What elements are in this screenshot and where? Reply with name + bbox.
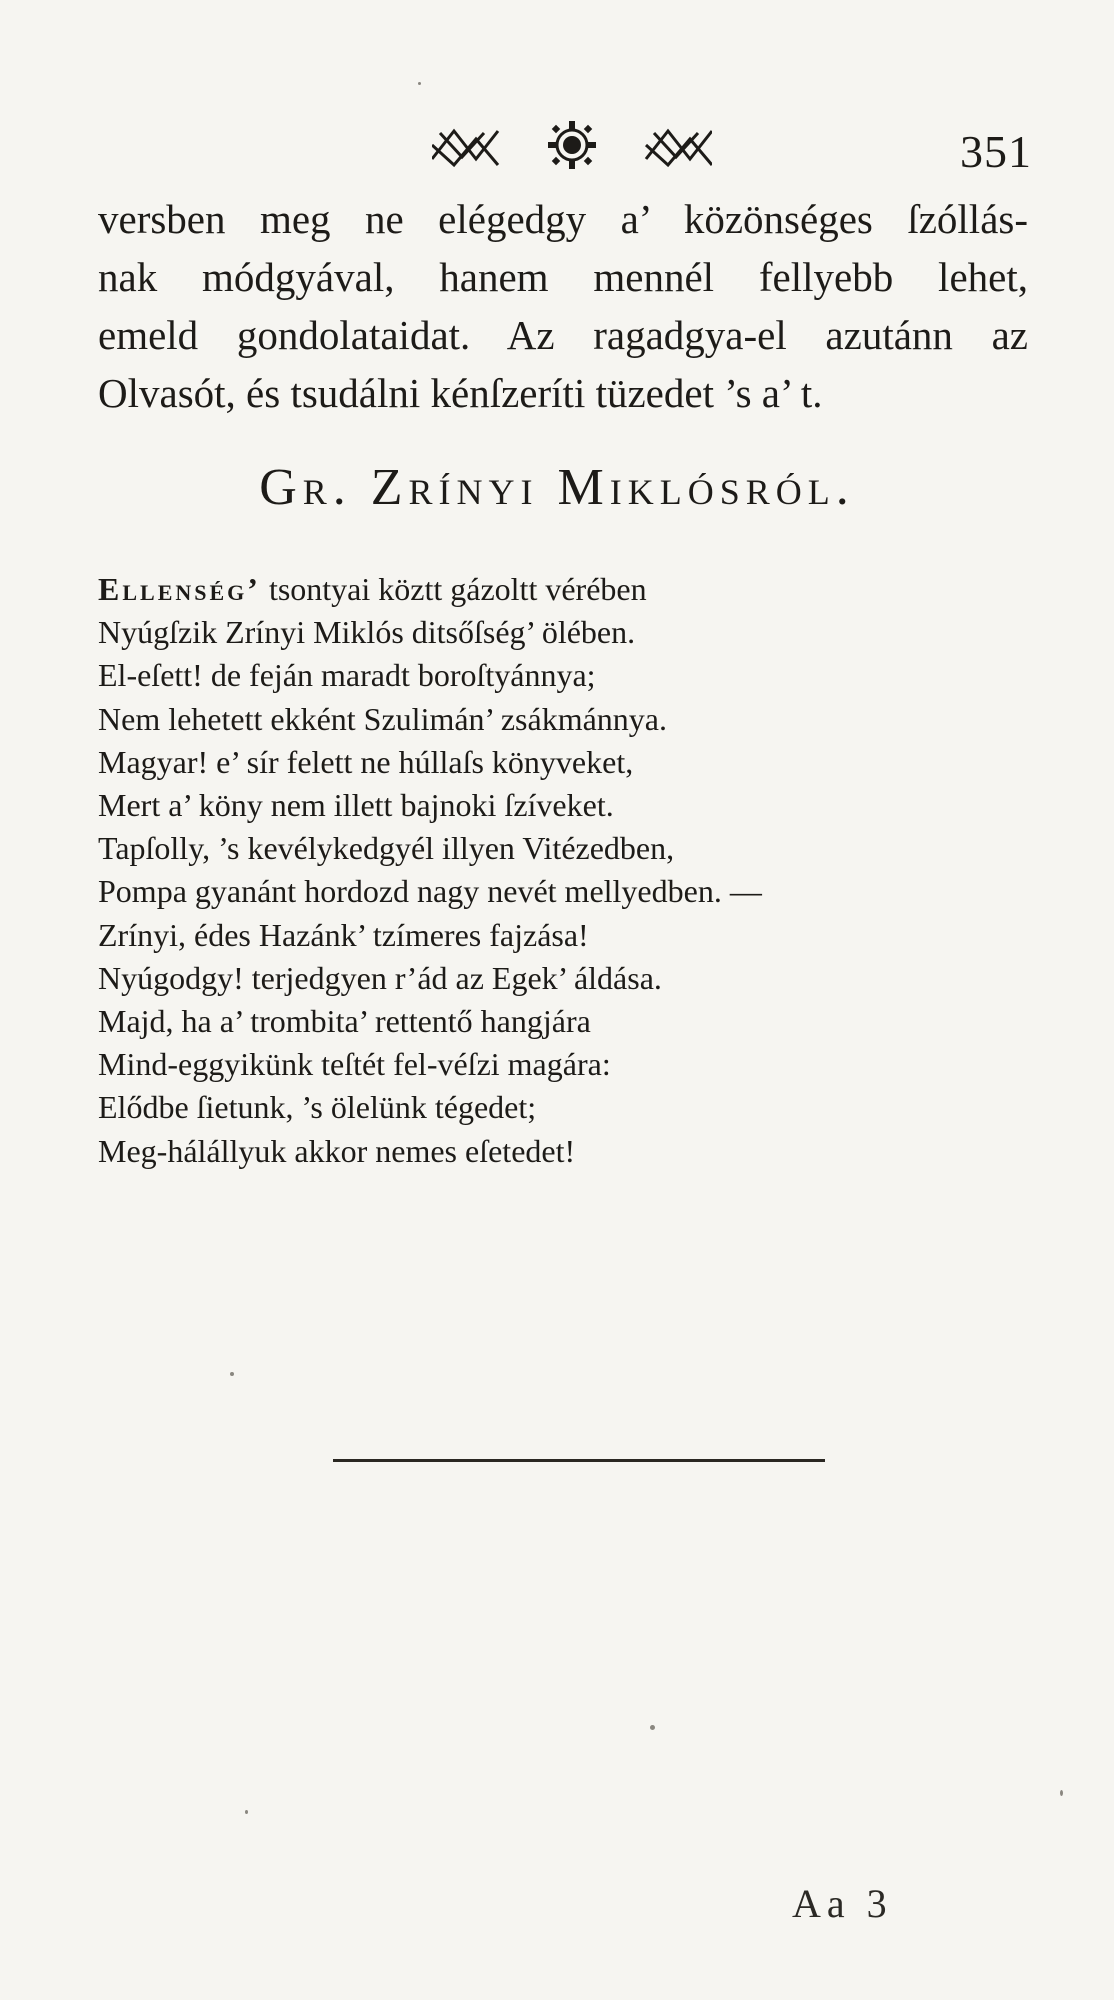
poem-line: Nem lehetett ekként Szulimán’ zsákmánnya. — [98, 700, 667, 737]
prose-line: Olvasót, és tsudálni kénſzeríti tüzedet ’s a’ t. — [98, 370, 823, 416]
poem-line: Nyúgſzik Zrínyi Miklós ditsőſség’ ölében. — [98, 614, 636, 651]
poem-line — [98, 568, 1028, 611]
poem — [98, 568, 1028, 1173]
poem-line: Zrínyi, édes Hazánk’ tzímeres fajzása! — [98, 916, 589, 953]
prose-line: emeld gondolataidat. Az ragadgya-el azutánn az — [98, 312, 1028, 358]
fleuron-ornament-icon — [432, 121, 712, 169]
paper-speck — [418, 82, 421, 85]
paper-speck — [650, 1725, 655, 1730]
prose-line: versben meg ne elégedgy a’ közönséges ſzóllás- — [98, 196, 1028, 242]
poem-line: Majd, ha a’ trombita’ rettentő hangjára — [98, 1003, 591, 1040]
paper-speck — [245, 1810, 248, 1814]
poem-heading: Gr. Zrínyi Miklósról. — [259, 459, 855, 516]
section-end-rule — [333, 1459, 825, 1462]
poem-line: El-eſett! de feján maradt boroſtyánnya; — [98, 657, 596, 694]
poem-line: Magyar! e’ sír felett ne húllaſs könyveket, — [98, 743, 634, 780]
paper-speck — [230, 1372, 234, 1376]
prose-paragraph — [98, 190, 1028, 422]
poem-first-word: Ellenség’ — [98, 571, 261, 607]
signature-mark: Aa 3 — [792, 1881, 893, 1926]
poem-line: Mert a’ köny nem illett bajnoki ſzíveket. — [98, 787, 614, 824]
poem-first-line-rest: tsontyai köztt gázoltt vérében — [260, 571, 647, 607]
page-number: 351 — [960, 126, 1032, 177]
page-header — [0, 115, 1114, 175]
poem-line: Tapſolly, ’s kevélykedgyél illyen Vitézedben, — [98, 830, 675, 867]
poem-line: Nyúgodgy! terjedgyen r’ád az Egek’ áldása. — [98, 959, 662, 996]
prose-line: nak módgyával, hanem mennél fellyebb lehet, — [98, 254, 1028, 300]
poem-line: Pompa gyanánt hordozd nagy nevét mellyedben. — — [98, 873, 762, 910]
paper-speck — [1060, 1790, 1063, 1796]
poem-line: Elődbe ſietunk, ’s ölelünk tégedet; — [98, 1089, 537, 1126]
poem-line: Mind-eggyikünk teſtét fel-véſzi magára: — [98, 1046, 611, 1083]
poem-line: Meg-hálállyuk akkor nemes eſetedet! — [98, 1132, 576, 1169]
